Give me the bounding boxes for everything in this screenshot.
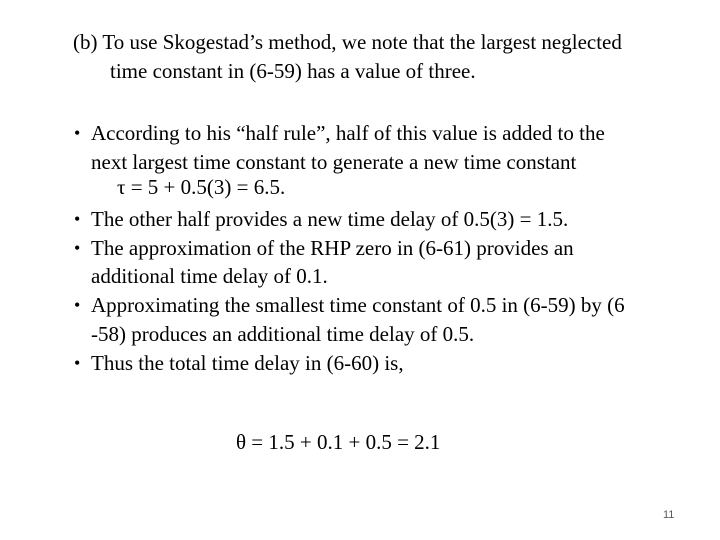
bullet-2-line-1: The other half provides a new time delay of 0.5(3) = 1.5. xyxy=(91,207,569,231)
bullet-4-line-1: Approximating the smallest time constant of 0.5 in (6-59) by (6 xyxy=(91,293,625,317)
bullet-marker-1: • xyxy=(74,123,81,143)
bullet-1-line-1: According to his “half rule”, half of this value is added to the xyxy=(91,121,605,145)
part-b-line-2: time constant in (6-59) has a value of three. xyxy=(110,59,476,83)
bullet-1-line-2: next largest time constant to generate a new time constant xyxy=(91,150,577,174)
bullet-marker-3: • xyxy=(74,238,81,258)
theta-equation: θ = 1.5 + 0.1 + 0.5 = 2.1 xyxy=(236,430,441,454)
bullet-marker-2: • xyxy=(74,209,81,229)
bullet-3-line-2: additional time delay of 0.1. xyxy=(91,264,328,288)
bullet-marker-5: • xyxy=(74,353,81,373)
part-b-line-1: (b) To use Skogestad’s method, we note that the largest neglected xyxy=(73,30,622,54)
bullet-4-line-2: -58) produces an additional time delay of 0.5. xyxy=(91,322,475,346)
page-number: 11 xyxy=(663,509,675,521)
bullet-5-line-1: Thus the total time delay in (6-60) is, xyxy=(91,351,404,375)
bullet-3-line-1: The approximation of the RHP zero in (6-61) provides an xyxy=(91,236,574,260)
tau-equation: τ = 5 + 0.5(3) = 6.5. xyxy=(117,175,286,199)
bullet-marker-4: • xyxy=(74,295,81,315)
